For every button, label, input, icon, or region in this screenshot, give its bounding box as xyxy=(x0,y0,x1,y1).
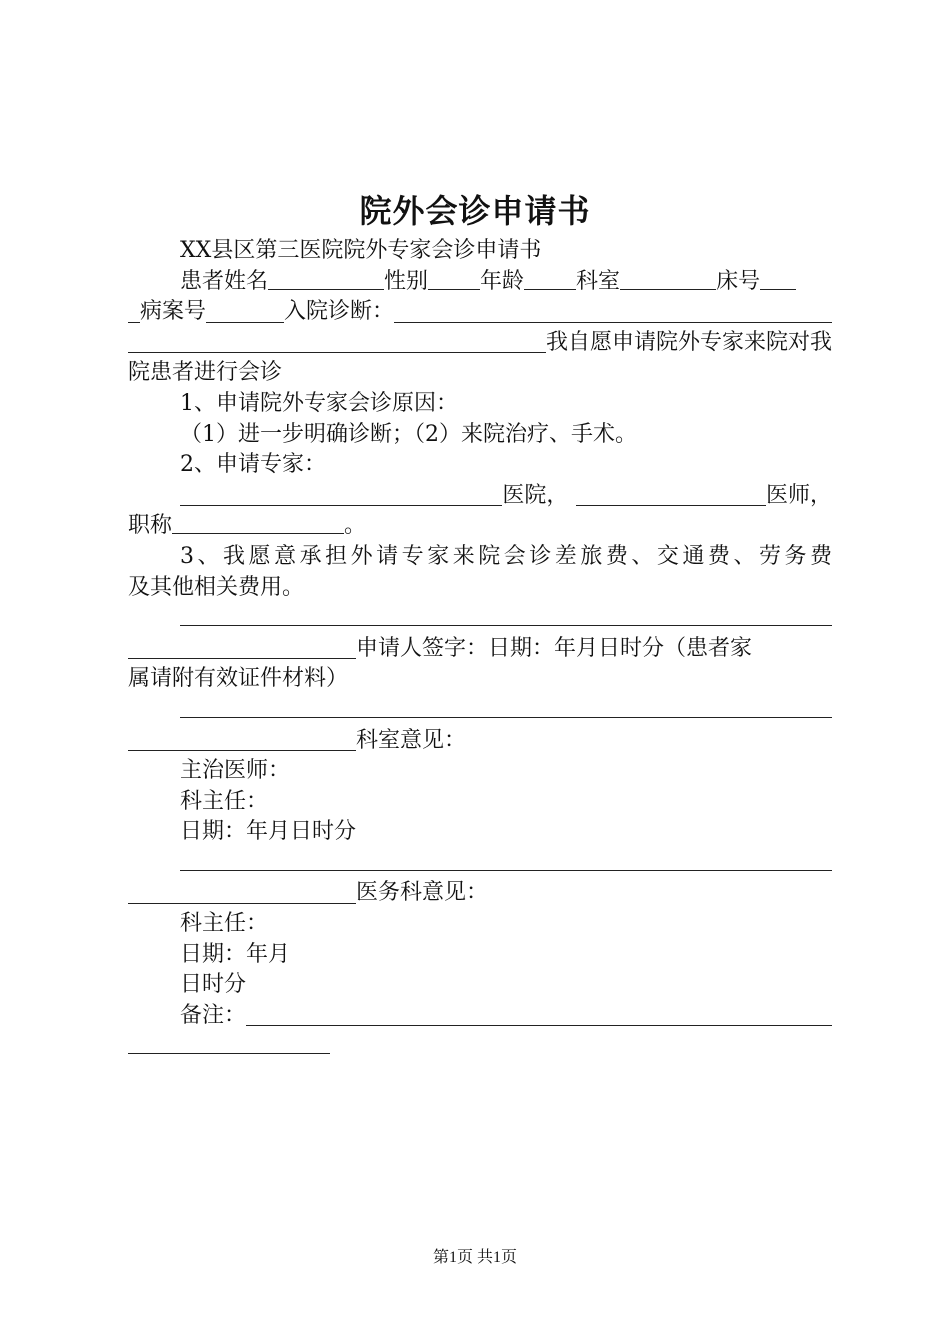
age-label: 年龄 xyxy=(480,268,525,294)
expert-line xyxy=(128,481,832,512)
medical-affairs-director: 科主任： xyxy=(180,911,269,937)
remark-line xyxy=(128,1001,832,1032)
remark-label: 备注： xyxy=(180,1002,247,1028)
dept-director: 科主任： xyxy=(180,788,269,814)
name-blank[interactable] xyxy=(268,267,384,290)
applicant-sign-text: 申请人签字：日期：年月日时分（患者家 xyxy=(356,635,753,661)
applicant-blank[interactable] xyxy=(180,603,832,626)
remark-blank-cont[interactable] xyxy=(128,1031,330,1054)
gender-label: 性别 xyxy=(384,268,429,294)
age-blank[interactable] xyxy=(524,267,576,290)
diagnosis-label: 入院诊断： xyxy=(284,299,395,325)
medical-affairs-label: 医务科意见： xyxy=(356,880,489,906)
title-line xyxy=(128,511,832,542)
section1-reasons: （1）进一步明确诊断；（2）来院治疗、手术。 xyxy=(180,421,637,447)
page-title: 院外会诊申请书 xyxy=(359,192,591,230)
consent-line xyxy=(128,328,832,359)
record-blank[interactable] xyxy=(206,300,284,323)
hospital-label: 医院， xyxy=(502,482,569,508)
patient-info-line xyxy=(128,267,832,298)
consent-text: 我自愿申请院外专家来院对我 xyxy=(545,329,832,355)
title-blank[interactable] xyxy=(172,511,344,534)
medical-affairs-blank-cont[interactable] xyxy=(128,881,356,904)
bed-blank[interactable] xyxy=(760,267,796,290)
section3-line2: 及其他相关费用。 xyxy=(128,574,305,600)
medical-affairs-line xyxy=(128,878,832,909)
title-label: 职称 xyxy=(128,513,173,539)
dept-opinion-line xyxy=(128,726,832,757)
attending-physician: 主治医师： xyxy=(180,758,291,784)
medical-affairs-date-a: 日期：年月 xyxy=(180,941,291,967)
applicant-blank-cont[interactable] xyxy=(128,636,356,659)
remark-blank[interactable] xyxy=(246,1003,832,1026)
dept-date: 日期：年月日时分 xyxy=(180,819,357,845)
page-footer: 第1页 共1页 xyxy=(432,1249,517,1266)
diagnosis-blank[interactable] xyxy=(394,300,832,323)
section3-line1: 3、我愿意承担外请专家来院会诊差旅费、交通费、劳务费 xyxy=(180,543,832,569)
bed-label: 床号 xyxy=(716,268,761,294)
applicant-sign-line xyxy=(128,634,832,665)
bed-blank-cont[interactable] xyxy=(128,300,140,323)
name-label: 患者姓名 xyxy=(180,268,269,294)
section1-heading: 1、申请院外专家会诊原因： xyxy=(180,390,458,416)
section2-heading: 2、申请专家： xyxy=(180,452,326,478)
title-end: 。 xyxy=(344,513,367,539)
consent-cont-line: 院患者进行会诊 xyxy=(128,360,283,386)
dept-opinion-blank-line xyxy=(128,695,832,726)
doctor-label: 医师， xyxy=(765,482,832,508)
record-label: 病案号 xyxy=(140,299,207,325)
dept-label: 科室 xyxy=(576,268,621,294)
medical-affairs-blank[interactable] xyxy=(180,848,832,871)
dept-blank[interactable] xyxy=(620,267,716,290)
gender-blank[interactable] xyxy=(428,267,480,290)
diagnosis-blank-cont[interactable] xyxy=(128,330,546,353)
hospital-blank[interactable] xyxy=(180,483,502,506)
medical-affairs-blank-line xyxy=(128,848,832,879)
intro-line: XX县区第三医院院外专家会诊申请书 xyxy=(180,238,542,263)
applicant-sign-cont: 属请附有效证件材料） xyxy=(128,666,349,692)
doctor-blank[interactable] xyxy=(576,483,766,506)
dept-opinion-blank[interactable] xyxy=(180,695,832,718)
record-diagnosis-line xyxy=(128,297,832,328)
form-body xyxy=(128,236,832,1062)
medical-affairs-date-b: 日时分 xyxy=(180,972,247,998)
dept-opinion-label: 科室意见： xyxy=(356,727,467,753)
applicant-blank-line xyxy=(128,603,832,634)
dept-opinion-blank-cont[interactable] xyxy=(128,728,356,751)
remark-cont-line xyxy=(128,1031,832,1062)
